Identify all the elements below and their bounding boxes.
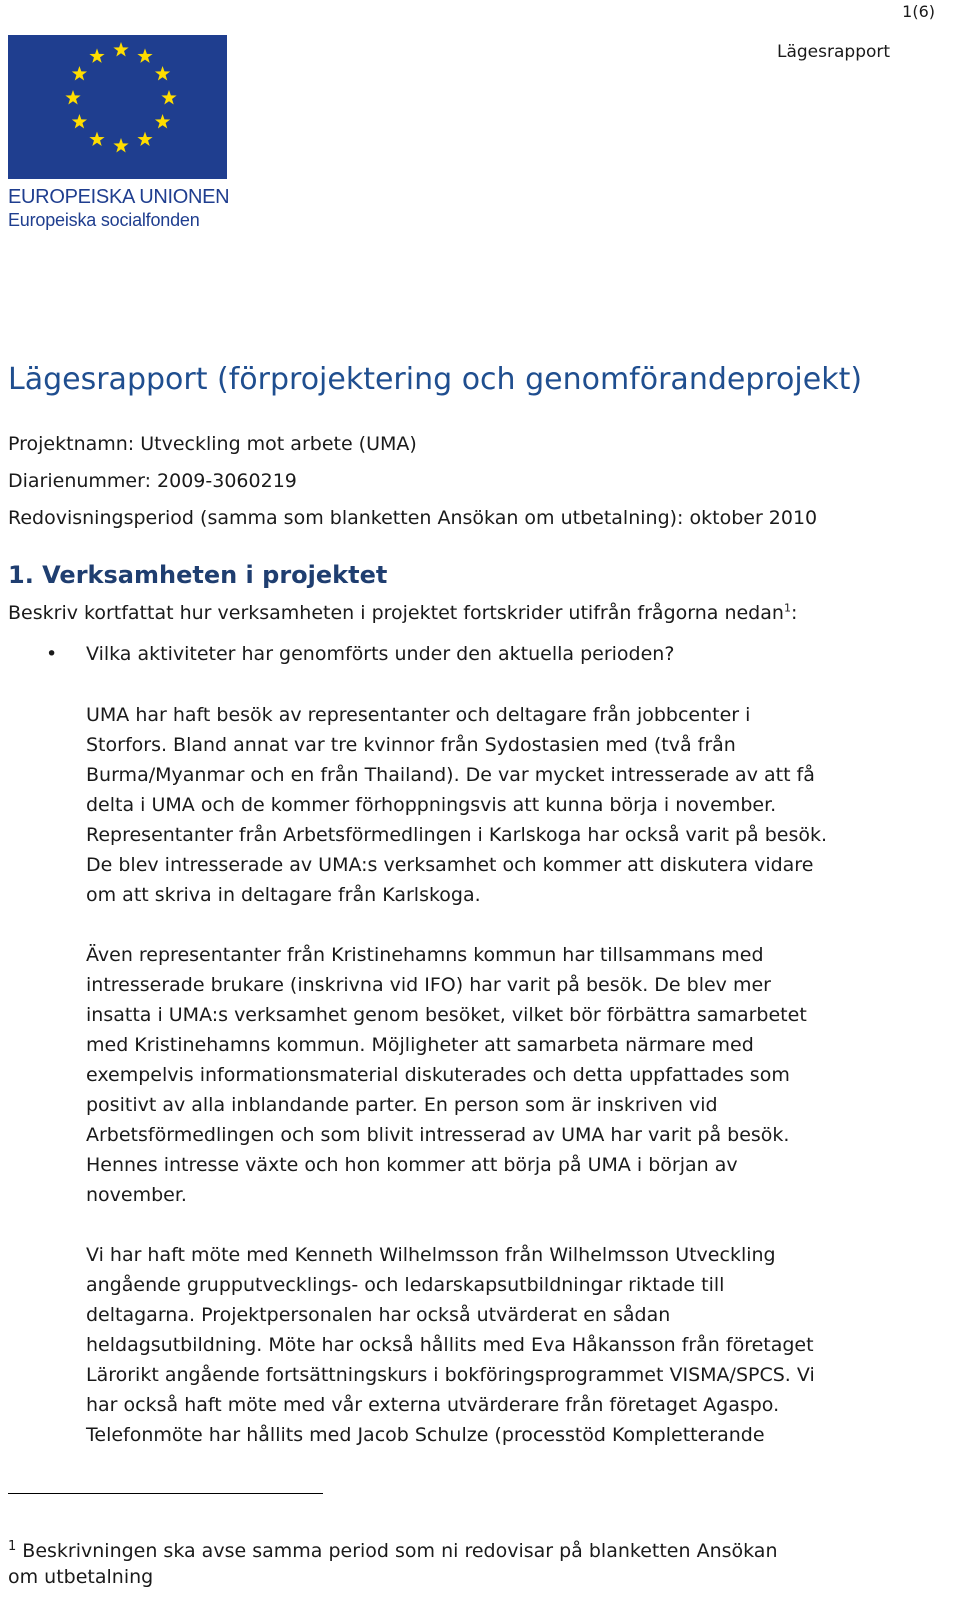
- paragraph-line: med Kristinehamns kommun. Möjligheter att samarbeta närmare med: [86, 1034, 754, 1056]
- project-name: Projektnamn: Utveckling mot arbete (UMA): [8, 433, 417, 455]
- footnote: [8, 1538, 778, 1590]
- paragraph-line: deltagarna. Projektpersonalen har också utvärderat en sådan: [86, 1304, 671, 1326]
- flag-star-icon: [65, 90, 80, 104]
- section-heading: 1. Verksamheten i projektet: [8, 561, 388, 589]
- flag-star-icon: [89, 132, 104, 146]
- paragraph-meetings: [86, 1240, 906, 1450]
- paragraph-line: Lärorikt angående fortsättningskurs i bokföringsprogrammet VISMA/SPCS. Vi: [86, 1364, 815, 1386]
- paragraph-kristinehamn: [86, 940, 906, 1210]
- paragraph-visits: [86, 700, 906, 910]
- paragraph-line: UMA har haft besök av representanter och deltagare från jobbcenter i: [86, 704, 751, 726]
- paragraph-line: november.: [86, 1184, 187, 1206]
- flag-star-icon: [72, 114, 87, 128]
- logo-line-esf: Europeiska socialfonden: [8, 210, 200, 230]
- paragraph-line: Telefonmöte har hållits med Jacob Schulze (processtöd Kompletterande: [86, 1424, 765, 1446]
- document-metadata: [8, 426, 817, 537]
- paragraph-line: insatta i UMA:s verksamhet genom besöket, vilket bör förbättra samarbetet: [86, 1004, 807, 1026]
- flag-star-icon: [72, 66, 87, 80]
- paragraph-line: Representanter från Arbetsförmedlingen i Karlskoga har också varit på besök.: [86, 824, 828, 846]
- header-title: Lägesrapport: [777, 42, 891, 62]
- paragraph-line: delta i UMA och de kommer förhoppningsvis att kunna börja i november.: [86, 794, 777, 816]
- reporting-period: Redovisningsperiod (samma som blanketten Ansökan om utbetalning): oktober 2010: [8, 507, 818, 529]
- flag-star-icon: [137, 48, 152, 62]
- flag-star-icon: [155, 66, 170, 80]
- paragraph-line: om att skriva in deltagare från Karlskoga.: [86, 884, 481, 906]
- flag-star-icon: [137, 132, 152, 146]
- document-title: Lägesrapport (förprojektering och genomförandeprojekt): [8, 362, 863, 397]
- paragraph-line: Även representanter från Kristinehamns kommun har tillsammans med: [86, 944, 764, 966]
- eu-flag-stars-icon: [8, 35, 227, 179]
- footnote-text-continued: om utbetalning: [8, 1566, 154, 1588]
- question-text: Vilka aktiviteter har genomförts under den aktuella perioden?: [86, 643, 675, 665]
- flag-star-icon: [113, 42, 128, 56]
- paragraph-line: exempelvis informationsmaterial diskuterades och detta uppfattades som: [86, 1064, 790, 1086]
- flag-star-icon: [161, 90, 176, 104]
- paragraph-line: har också haft möte med vår externa utvärderare från företaget Agaspo.: [86, 1394, 780, 1416]
- paragraph-line: De blev intresserade av UMA:s verksamhet och kommer att diskutera vidare: [86, 854, 814, 876]
- flag-star-icon: [113, 138, 128, 152]
- flag-star-icon: [89, 48, 104, 62]
- paragraph-line: Arbetsförmedlingen och som blivit intresserad av UMA har varit på besök.: [86, 1124, 790, 1146]
- intro-suffix: :: [790, 602, 798, 624]
- paragraph-line: intresserade brukare (inskrivna vid IFO) har varit på besök. De blev mer: [86, 974, 771, 996]
- page-number: 1(6): [902, 2, 935, 21]
- flag-star-icon: [155, 114, 170, 128]
- paragraph-line: Vi har haft möte med Kenneth Wilhelmsson från Wilhelmsson Utveckling: [86, 1244, 776, 1266]
- paragraph-line: Hennes intresse växte och hon kommer att börja på UMA i början av: [86, 1154, 738, 1176]
- paragraph-line: Burma/Myanmar och en från Thailand). De var mycket intresserade av att få: [86, 764, 815, 786]
- eu-logo-text: [8, 186, 229, 232]
- paragraph-line: positivt av alla inblandande parter. En person som är inskriven vid: [86, 1094, 718, 1116]
- paragraph-line: angående grupputvecklings- och ledarskapsutbildningar riktade till: [86, 1274, 725, 1296]
- footnote-reference[interactable]: 1: [783, 601, 791, 615]
- footnote-divider: [8, 1493, 323, 1494]
- logo-line-eu: EUROPEISKA UNIONEN: [8, 186, 230, 208]
- paragraph-line: heldagsutbildning. Möte har också hållits med Eva Håkansson från företaget: [86, 1334, 814, 1356]
- bullet-icon: •: [46, 643, 58, 665]
- diary-number: Diarienummer: 2009-3060219: [8, 470, 297, 492]
- paragraph-line: Storfors. Bland annat var tre kvinnor från Sydostasien med (två från: [86, 734, 736, 756]
- intro-text: Beskriv kortfattat hur verksamheten i projektet fortskrider utifrån frågorna nedan: [8, 602, 784, 624]
- footnote-text: Beskrivningen ska avse samma period som ni redovisar på blanketten Ansökan: [22, 1540, 778, 1562]
- section-intro: [8, 600, 797, 626]
- footnote-marker: 1: [8, 1538, 17, 1554]
